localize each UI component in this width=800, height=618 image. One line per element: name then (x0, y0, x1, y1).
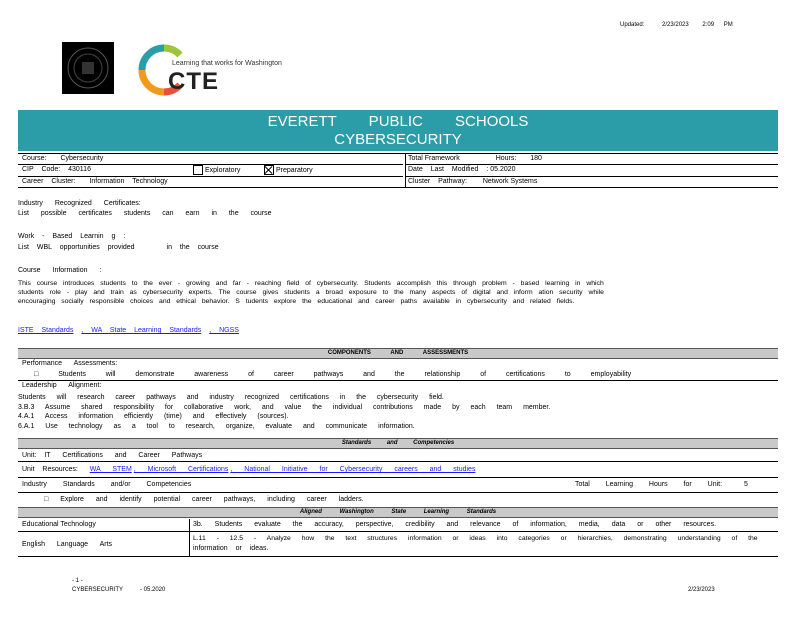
career-cluster-row (22, 178, 168, 185)
date-modified-label: Date Last Modified (408, 166, 479, 173)
preparatory-checkbox[interactable] (264, 165, 313, 175)
cip-row (22, 166, 91, 173)
career-cluster-label: Career Cluster: (22, 178, 76, 185)
wbl-heading: Work - Based Learnin g : (18, 233, 126, 240)
standards-header-c: Competencies (413, 440, 455, 446)
unit-label: Unit: (22, 452, 37, 459)
district-name: EVERETT PUBLIC SCHOOLS (267, 113, 529, 130)
iste-standards-link[interactable]: ISTE Standards (18, 327, 74, 334)
nice-link[interactable]: , National Initiative for Cybersecurity careers and studies (230, 466, 476, 473)
title-banner (18, 110, 778, 151)
footer-course: CYBERSECURITY (72, 587, 124, 593)
components-header: COMPONENTS AND ASSESSMENTS (18, 348, 778, 359)
standards-header (18, 438, 778, 449)
course-info-line: This course introduces students to the ever - growing and far - reaching field of cybersecurity. Students accomplish this through problem - based learning in which (18, 280, 604, 287)
updated-label: Updated: (620, 22, 645, 28)
cip-value: 430116 (68, 166, 91, 173)
bullet-icon: □ (44, 496, 49, 503)
cte-logo (134, 42, 314, 98)
aligned-text: 3b. Students evaluate the accuracy, perspective, credibility and relevance of information, media, data or other resources. (193, 521, 717, 528)
leadership-heading: Leadership Alignment: (22, 382, 102, 389)
course-title: CYBERSECURITY (334, 131, 462, 148)
hours-value: 180 (530, 155, 542, 162)
competencies-label: Industry Standards and/or Competencies (22, 481, 192, 488)
date-modified-row (408, 166, 516, 173)
standards-header-b: and (386, 440, 398, 446)
course-value: Cybersecurity (60, 155, 104, 162)
wa-standards-link[interactable]: , WA State Learning Standards (81, 327, 202, 334)
standards-links (18, 327, 239, 334)
pathway-value: Network Systems (482, 178, 538, 185)
unit-row (22, 452, 202, 459)
resources-row (22, 466, 475, 473)
explore-bullet-text: Explore and identify potential career pathways, including career ladders. (60, 496, 364, 503)
wbl-body (18, 244, 219, 251)
resources-label: Unit Resources: (22, 466, 78, 473)
performance-heading: Performance Assessments: (22, 360, 118, 367)
course-info-line: students role - play and train as cybersecurity experts. The course gives students a broad exposure to the many aspects of digital and inform ation security while (18, 289, 604, 296)
aligned-subject: English Language Arts (22, 541, 113, 548)
page-number: - 1 - (72, 578, 83, 584)
aligned-text: L.11 - 12.5 - Analyze how the text structures information or ideas into categories or hierarchies, demonstrating understanding of the (193, 535, 758, 542)
leadership-line: 3.B.3 Assume shared responsibility for collaborative work, and value the individual contributions made by each team member. (18, 403, 551, 411)
preparatory-label: Preparatory (276, 166, 313, 174)
aligned-text-cont: information or ideas. (193, 545, 269, 552)
exploratory-label: Exploratory (205, 166, 241, 174)
updated-ampm: PM (723, 22, 733, 28)
hours-label: Hours: (495, 155, 517, 162)
unit-hours (575, 481, 748, 488)
microsoft-certifications-link[interactable]: , Microsoft Certifications (133, 466, 229, 473)
leadership-line: 4.A.1 Access information efficiently (time) and effectively (sources). (18, 413, 289, 420)
updated-time: 2:09 (702, 22, 715, 28)
certificates-body: List possible certificates students can earn in the course (18, 210, 272, 217)
leadership-list (18, 393, 550, 431)
total-framework-label: Total Framework (408, 155, 460, 162)
wbl-body-b: in the course (166, 244, 219, 251)
unit-hours-value: 5 (744, 481, 748, 488)
cte-wordmark: CTE (168, 68, 219, 95)
course-info-heading: Course Information : (18, 267, 102, 274)
pathway-row (408, 178, 537, 185)
date-modified-value: : 05.2020 (486, 166, 516, 173)
exploratory-checkbox[interactable] (193, 165, 240, 175)
certificates-heading: Industry Recognized Certificates: (18, 200, 141, 207)
ngss-link[interactable]: , NGSS (209, 327, 239, 334)
footer-right-date: 2/23/2023 (688, 587, 715, 593)
district-seal-logo (62, 42, 114, 94)
course-info-body (18, 279, 778, 306)
unit-hours-label: Total Learning Hours for Unit: (575, 481, 723, 488)
course-row (22, 155, 103, 162)
aligned-standards-header: Aligned Washington State Learning Standards (18, 507, 778, 518)
aligned-divider (189, 519, 190, 557)
cte-tagline: Learning that works for Washington (172, 60, 282, 67)
cip-label: CIP Code: (22, 166, 61, 173)
standards-header-a: Standards (341, 440, 372, 446)
leadership-line: Students will research career pathways and industry recognized certifications in the cybersecurity field. (18, 394, 444, 401)
performance-bullet-text: Students will demonstrate awareness of career pathways and the relationship of certifications to employability (58, 371, 632, 378)
wbl-body-a: List WBL opportunities provided (18, 244, 135, 251)
leadership-line: 6.A.1 Use technology as a tool to research, organize, evaluate and communicate information. (18, 422, 415, 430)
footer-date: - 05.2020 (140, 587, 166, 593)
total-hours-row (408, 155, 542, 162)
career-cluster-value: Information Technology (89, 178, 168, 185)
unit-value: IT Certifications and Career Pathways (44, 452, 203, 459)
checkbox-empty-icon (193, 165, 203, 175)
explore-bullet (44, 496, 364, 503)
updated-date: 2/23/2023 (662, 22, 689, 28)
wa-stem-link[interactable]: WA STEM (89, 466, 132, 473)
course-label: Course: (22, 155, 47, 162)
aligned-subject: Educational Technology (22, 521, 96, 528)
info-divider (405, 153, 406, 187)
checkbox-checked-icon (264, 165, 274, 175)
pathway-label: Cluster Pathway: (408, 178, 467, 185)
bullet-icon: □ (34, 371, 39, 378)
updated-stamp (620, 22, 733, 28)
performance-bullet (34, 371, 631, 378)
course-info-line: encouraging socially responsible choices and ethical behavior. S tudents explore the educational and career paths available in cybersecurity and related fields. (18, 298, 575, 305)
